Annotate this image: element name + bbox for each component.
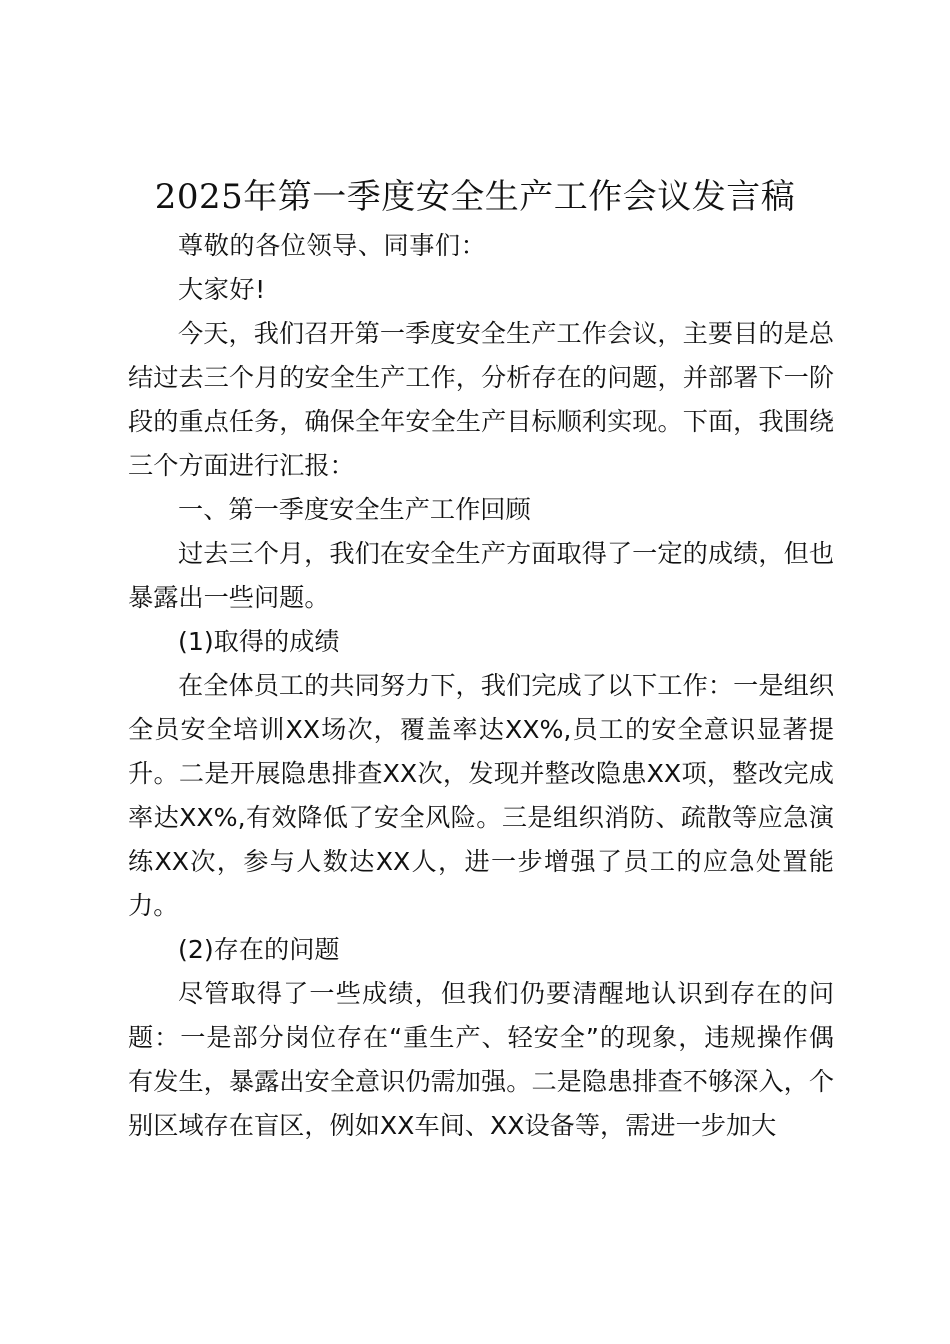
intro-paragraph: 今天，我们召开第一季度安全生产工作会议，主要目的是总结过去三个月的安全生产工作，分析存在的问题，并部署下一阶段的重点任务，确保全年安全生产目标顺利实现。下面，我围绕三个方面进行汇报： — [128, 319, 834, 480]
salutation: 尊敬的各位领导、同事们： — [178, 231, 487, 260]
subheading-problems: (2)存在的问题 — [178, 935, 340, 964]
section-heading-1: 一、第一季度安全生产工作回顾 — [178, 495, 531, 524]
problems-paragraph: 尽管取得了一些成绩，但我们仍要清醒地认识到存在的问题：一是部分岗位存在“重生产、轻安全”的现象，违规操作偶有发生，暴露出安全意识仍需加强。二是隐患排查不够深入，个别区域存在盲区，例如XX车间、XX设备等，需进一步加大 — [128, 979, 834, 1140]
document-body — [128, 224, 834, 1148]
greeting: 大家好! — [178, 275, 266, 304]
review-paragraph: 过去三个月，我们在安全生产方面取得了一定的成绩，但也暴露出一些问题。 — [128, 539, 834, 612]
achievements-paragraph: 在全体员工的共同努力下，我们完成了以下工作：一是组织全员安全培训XX场次，覆盖率达XX%,员工的安全意识显著提升。二是开展隐患排查XX次，发现并整改隐患XX项，整改完成率达XX%,有效降低了安全风险。三是组织消防、疏散等应急演练XX次，参与人数达XX人，进一步增强了员工的应急处置能力。 — [128, 671, 834, 920]
document-title: 2025年第一季度安全生产工作会议发言稿 — [154, 177, 796, 217]
subheading-achievements: (1)取得的成绩 — [178, 627, 340, 656]
